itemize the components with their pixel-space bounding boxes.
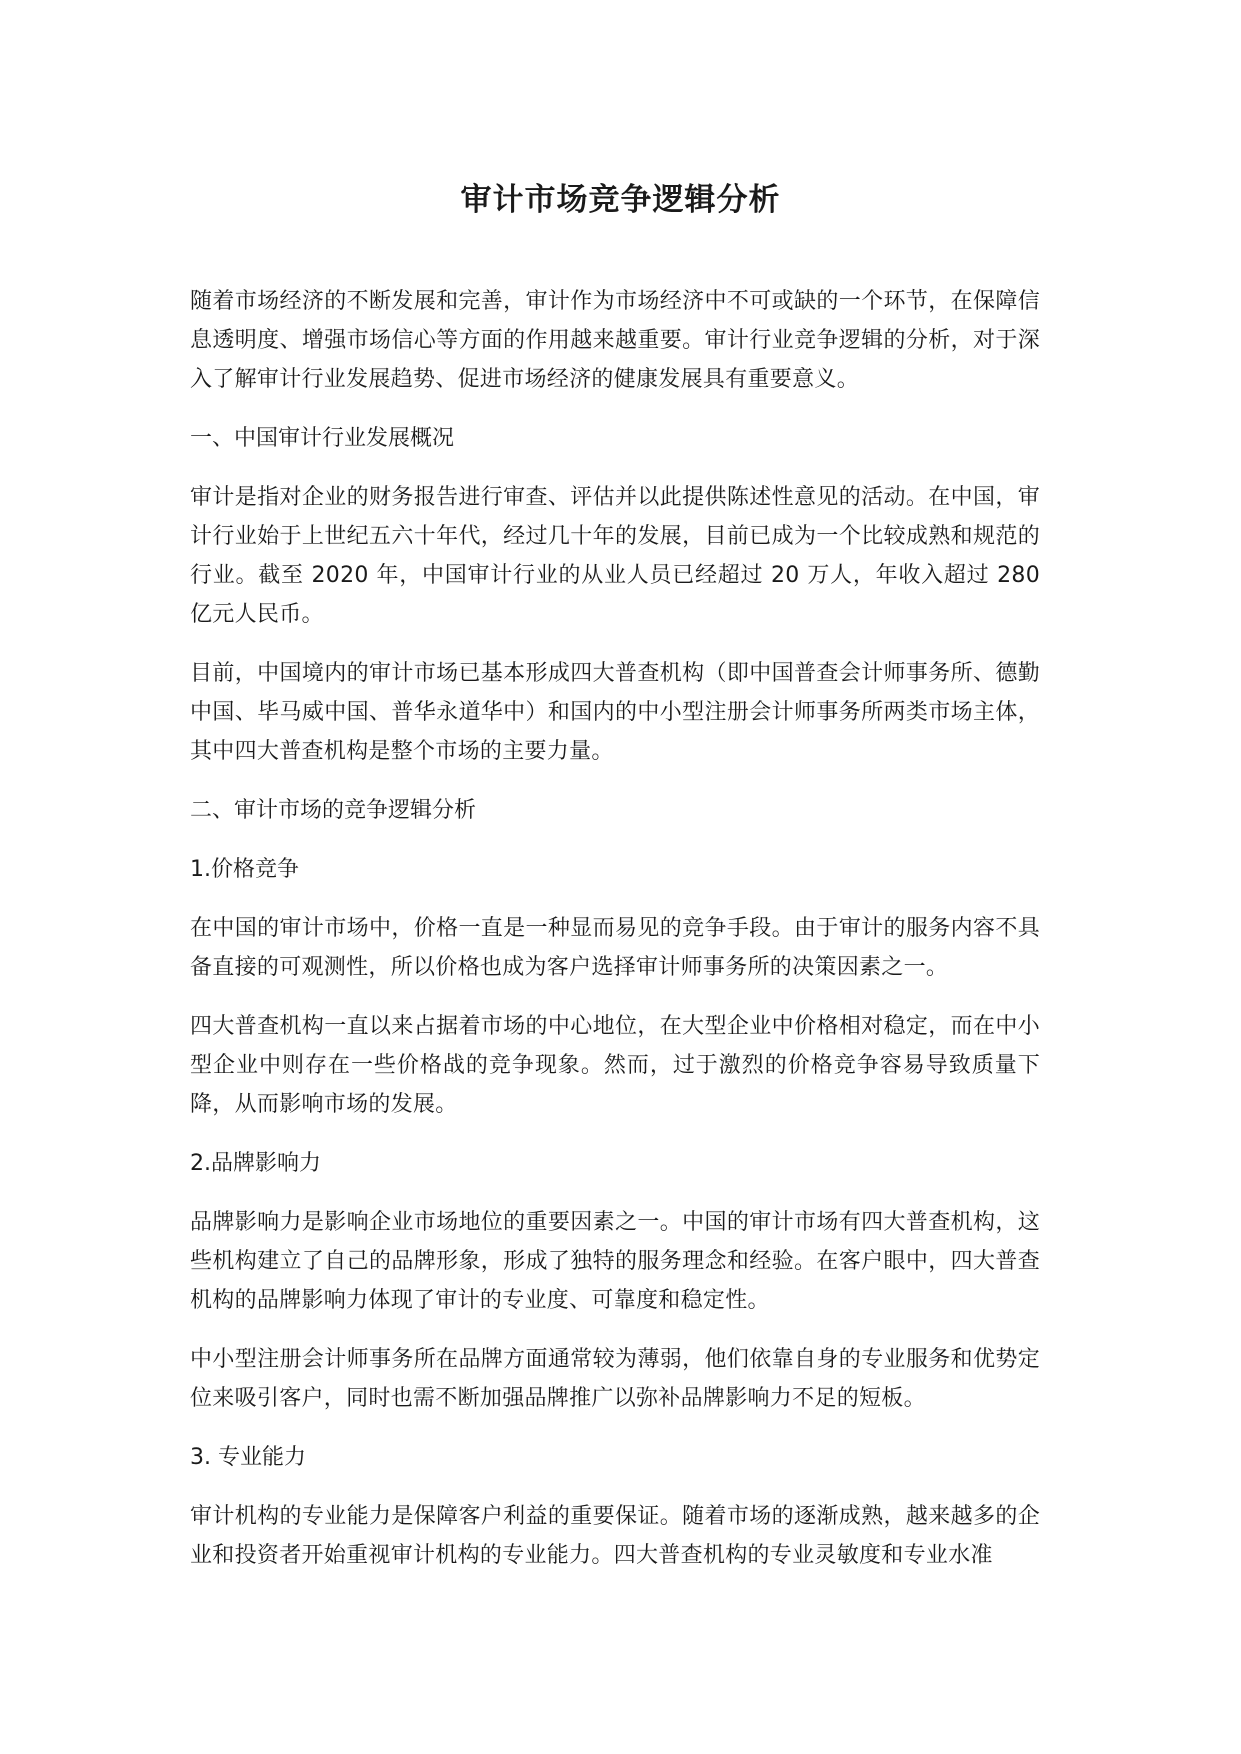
paragraph-brand-2: 中小型注册会计师事务所在品牌方面通常较为薄弱，他们依靠自身的专业服务和优势定位来吸引客户，同时也需不断加强品牌推广以弥补品牌影响力不足的短板。 [190, 1347, 1040, 1411]
subheading-price-competition: 1.价格竞争 [190, 857, 299, 882]
paragraph-professional-1: 审计机构的专业能力是保障客户利益的重要保证。随着市场的逐渐成熟，越来越多的企业和投资者开始重视审计机构的专业能力。四大普查机构的专业灵敏度和专业水准 [190, 1504, 1040, 1568]
subheading-brand-influence: 2.品牌影响力 [190, 1151, 321, 1176]
paragraph-price-1: 在中国的审计市场中，价格一直是一种显而易见的竞争手段。由于审计的服务内容不具备直接的可观测性，所以价格也成为客户选择审计师事务所的决策因素之一。 [190, 916, 1040, 980]
paragraph-intro: 随着市场经济的不断发展和完善，审计作为市场经济中不可或缺的一个环节，在保障信息透明度、增强市场信心等方面的作用越来越重要。审计行业竞争逻辑的分析，对于深入了解审计行业发展趋势、促进市场经济的健康发展具有重要意义。 [190, 289, 1040, 392]
section-heading-competition-logic: 二、审计市场的竞争逻辑分析 [190, 798, 477, 823]
document-title: 审计市场竞争逻辑分析 [460, 182, 781, 218]
paragraph-price-2: 四大普查机构一直以来占据着市场的中心地位，在大型企业中价格相对稳定，而在中小型企业中则存在一些价格战的竞争现象。然而，过于激烈的价格竞争容易导致质量下降，从而影响市场的发展。 [190, 1014, 1040, 1117]
paragraph-audit-definition: 审计是指对企业的财务报告进行审查、评估并以此提供陈述性意见的活动。在中国，审计行业始于上世纪五六十年代，经过几十年的发展，目前已成为一个比较成熟和规范的行业。截至 2020 年，中国审计行业的从业人员已经超过 20 万人，年收入超过 280 亿元人民币。 [190, 485, 1040, 627]
paragraph-brand-1: 品牌影响力是影响企业市场地位的重要因素之一。中国的审计市场有四大普查机构，这些机构建立了自己的品牌形象，形成了独特的服务理念和经验。在客户眼中，四大普查机构的品牌影响力体现了审计的专业度、可靠度和稳定性。 [190, 1210, 1040, 1313]
paragraph-market-structure: 目前，中国境内的审计市场已基本形成四大普查机构（即中国普查会计师事务所、德勤中国、毕马威中国、普华永道华中）和国内的中小型注册会计师事务所两类市场主体，其中四大普查机构是整个市场的主要力量。 [190, 661, 1040, 764]
document-body [190, 282, 1040, 1595]
subheading-professional-ability: 3. 专业能力 [190, 1445, 306, 1470]
section-heading-overview: 一、中国审计行业发展概况 [190, 426, 455, 451]
